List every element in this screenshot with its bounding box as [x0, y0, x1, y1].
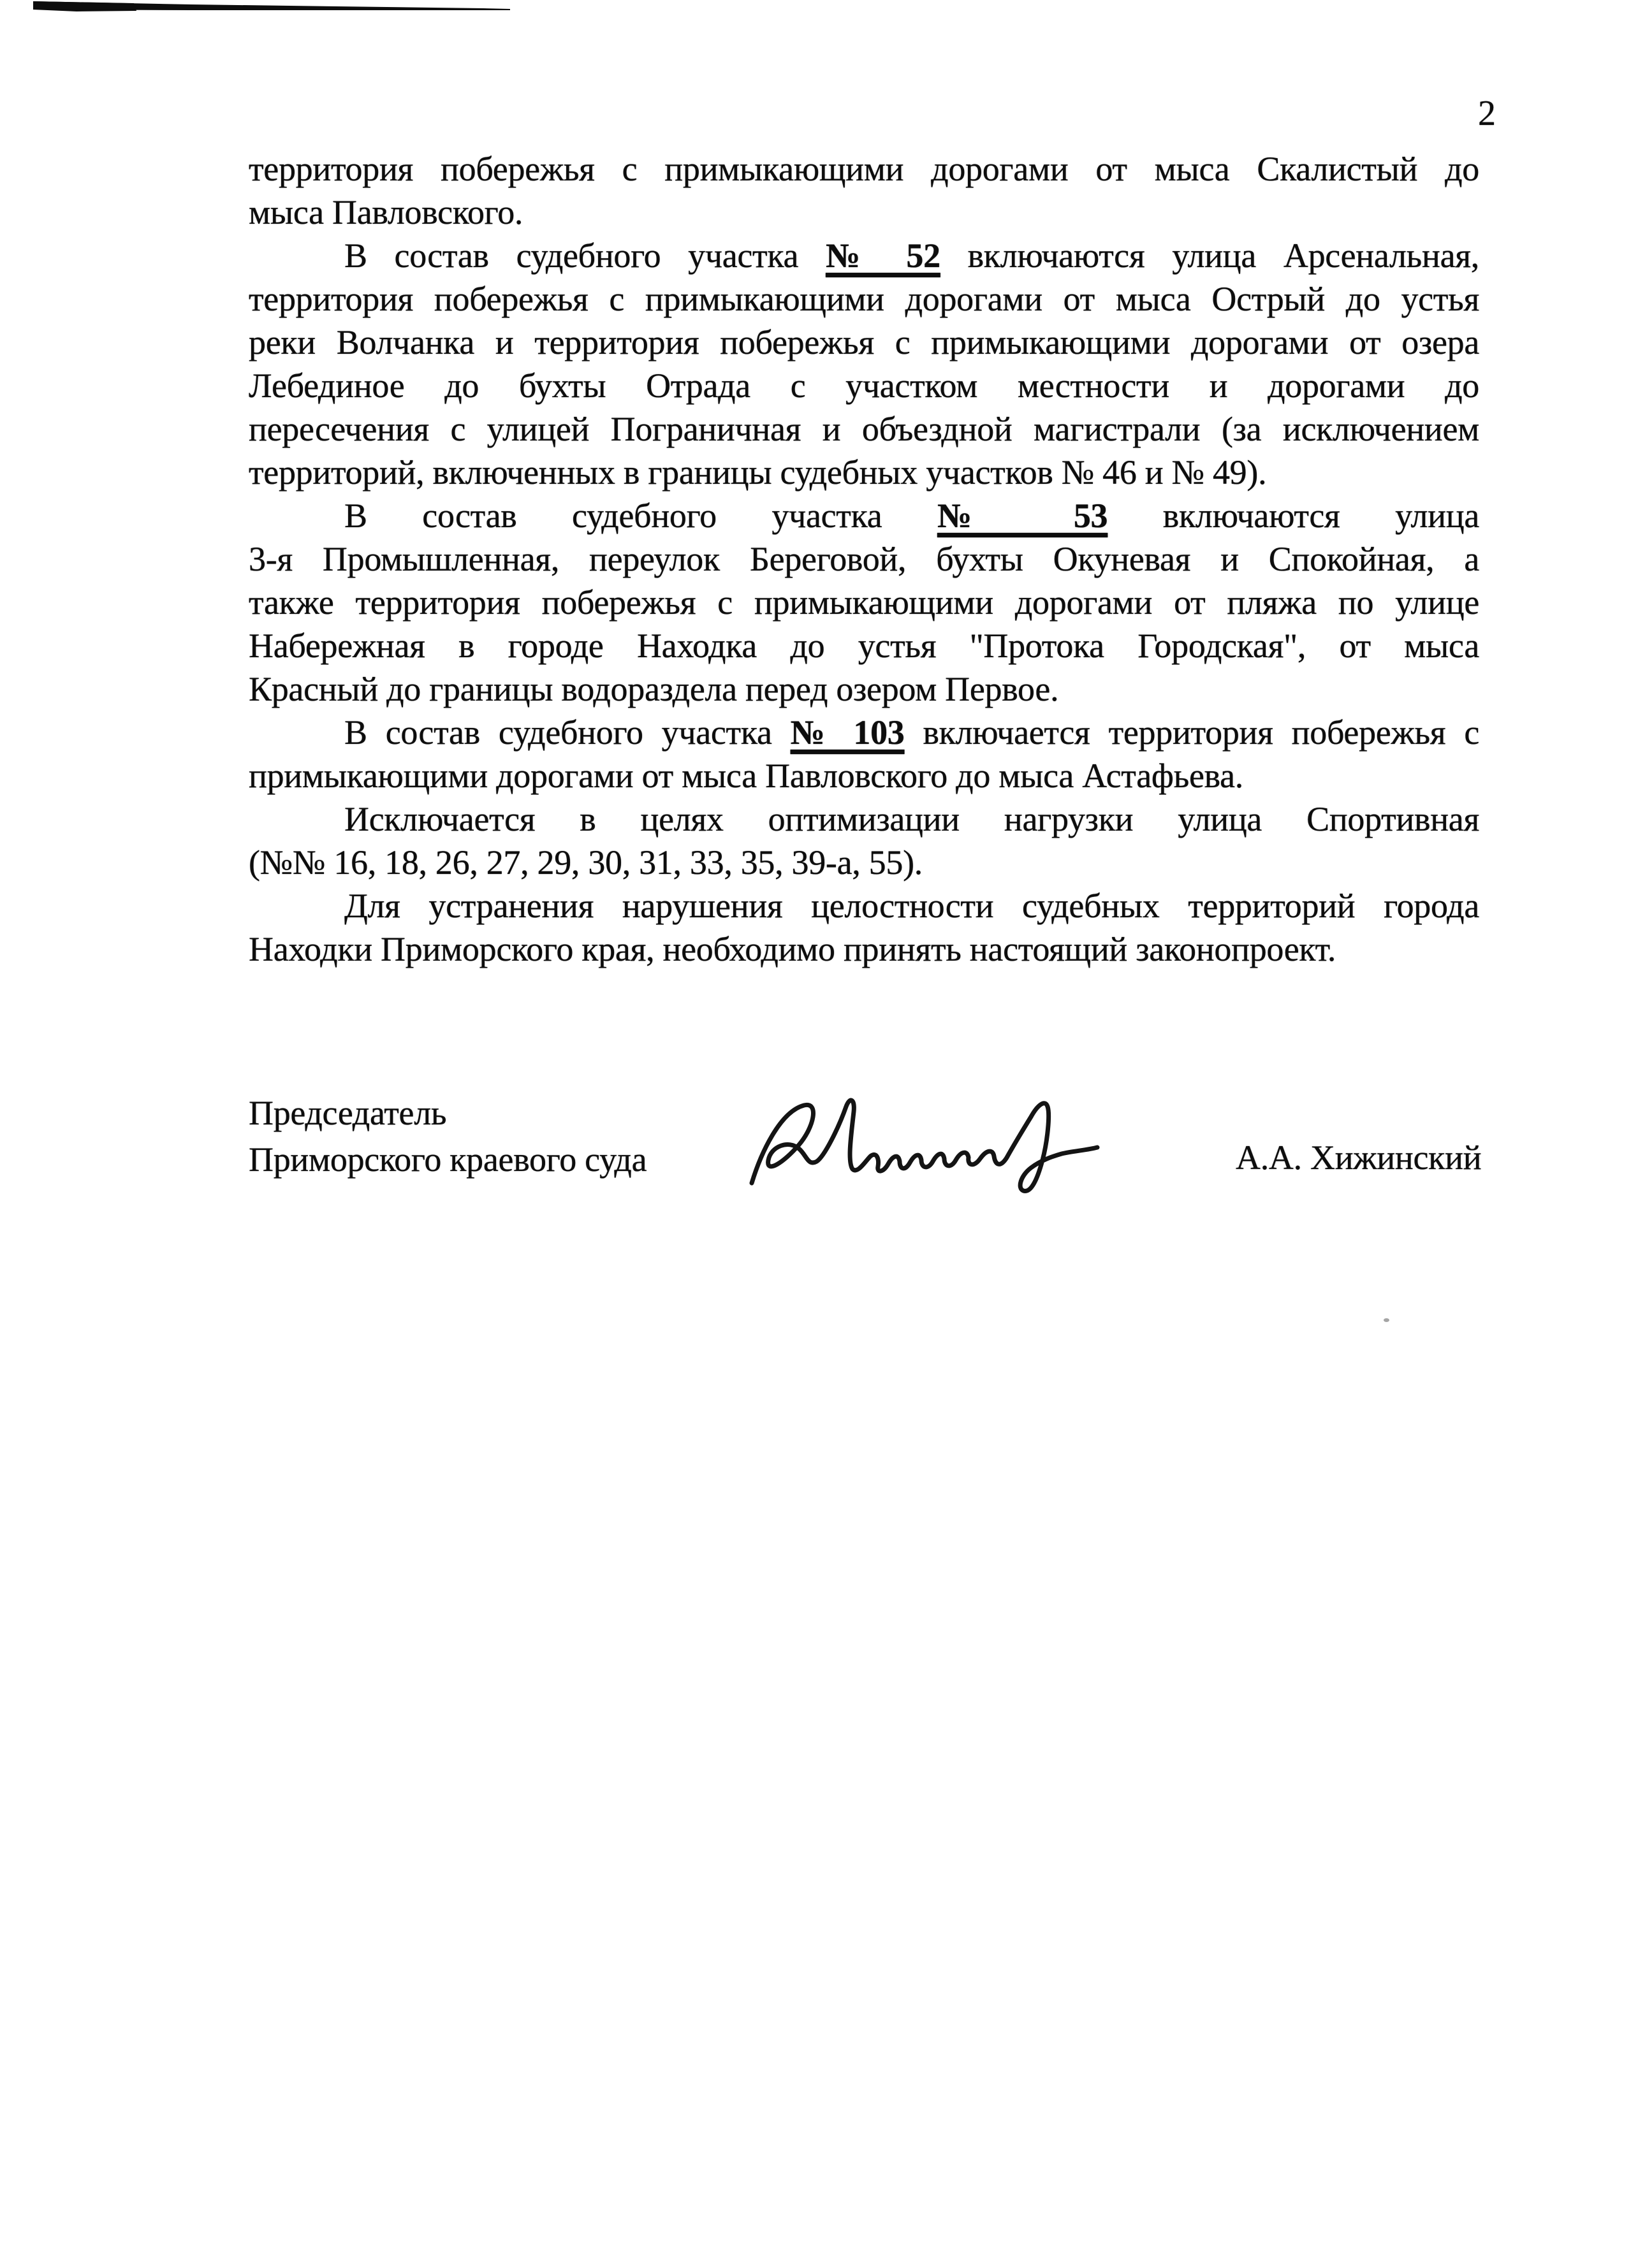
text-line	[249, 364, 1479, 407]
text-segment: пересечения с улицей Пограничная и объездной магистрали (за исключением	[249, 410, 1479, 448]
district-number: № 53	[937, 497, 1108, 535]
text-segment: реки Волчанка и территория побережья с примыкающими дорогами от озера	[249, 323, 1479, 361]
paragraph-4	[249, 711, 1479, 797]
text-line	[249, 451, 1479, 494]
text-line	[249, 407, 1479, 451]
text-line	[249, 884, 1479, 927]
text-line	[249, 841, 1479, 884]
text-line	[249, 624, 1479, 667]
text-segment: включаются улица	[1108, 497, 1479, 535]
paragraph-6	[249, 884, 1479, 971]
text-line	[249, 147, 1479, 191]
text-segment: В состав судебного участка	[344, 236, 826, 275]
text-segment: Исключается в целях оптимизации нагрузки улица Спортивная	[344, 800, 1479, 838]
document-body	[249, 147, 1479, 971]
text-line	[249, 797, 1479, 841]
district-number: № 52	[825, 236, 940, 275]
text-segment: также территория побережья с примыкающими дорогами от пляжа по улице	[249, 583, 1479, 622]
text-line	[249, 754, 1479, 797]
text-segment: 3-я Промышленная, переулок Береговой, бухты Окуневая и Спокойная, а	[249, 540, 1479, 578]
text-segment: мыса Павловского.	[249, 193, 523, 231]
text-line	[249, 494, 1479, 537]
text-line	[249, 321, 1479, 364]
text-line	[249, 277, 1479, 321]
text-segment: Набережная в городе Находка до устья "Протока Городская", от мыса	[249, 627, 1479, 665]
text-line	[249, 191, 1479, 234]
paragraph-5	[249, 797, 1479, 884]
text-line	[249, 581, 1479, 624]
text-segment: включается территория побережья с	[904, 713, 1479, 752]
signer-title-line-2: Приморского краевого суда	[249, 1140, 647, 1179]
text-segment: территория побережья с примыкающими дорогами от мыса Скалистый до	[249, 150, 1479, 188]
paragraph-1	[249, 147, 1479, 234]
text-segment: примыкающими дорогами от мыса Павловского до мыса Астафьева.	[249, 757, 1243, 795]
text-line	[249, 711, 1479, 754]
text-line	[249, 667, 1479, 711]
text-segment: (№№ 16, 18, 26, 27, 29, 30, 31, 33, 35, 39-а, 55).	[249, 843, 923, 882]
text-segment: Для устранения нарушения целостности судебных территорий города	[344, 887, 1479, 925]
text-line	[249, 927, 1479, 971]
scan-speck-artifact	[1384, 1318, 1389, 1322]
signer-title-line-1: Председатель	[249, 1094, 447, 1132]
page-number: 2	[1478, 94, 1496, 133]
paragraph-2	[249, 234, 1479, 494]
text-segment: территория побережья с примыкающими дорогами от мыса Острый до устья	[249, 280, 1479, 318]
text-segment: территорий, включенных в границы судебных участков № 46 и № 49).	[249, 453, 1267, 491]
signer-name: А.А. Хижинский	[1236, 1138, 1482, 1177]
handwritten-signature-icon	[743, 1087, 1100, 1202]
text-segment: включаются улица Арсенальная,	[940, 236, 1479, 275]
signature-block	[249, 1090, 823, 1183]
text-line	[249, 234, 1479, 277]
text-segment: Лебединое до бухты Отрада с участком местности и дорогами до	[249, 367, 1479, 405]
text-line	[249, 537, 1479, 581]
paragraph-3	[249, 494, 1479, 711]
text-segment: В состав судебного участка	[344, 497, 937, 535]
scan-streak-artifact	[0, 0, 523, 25]
text-segment: Находки Приморского края, необходимо принять настоящий законопроект.	[249, 930, 1336, 968]
district-number: № 103	[790, 713, 905, 752]
text-segment: В состав судебного участка	[344, 713, 791, 752]
text-segment: Красный до границы водораздела перед озером Первое.	[249, 670, 1059, 708]
